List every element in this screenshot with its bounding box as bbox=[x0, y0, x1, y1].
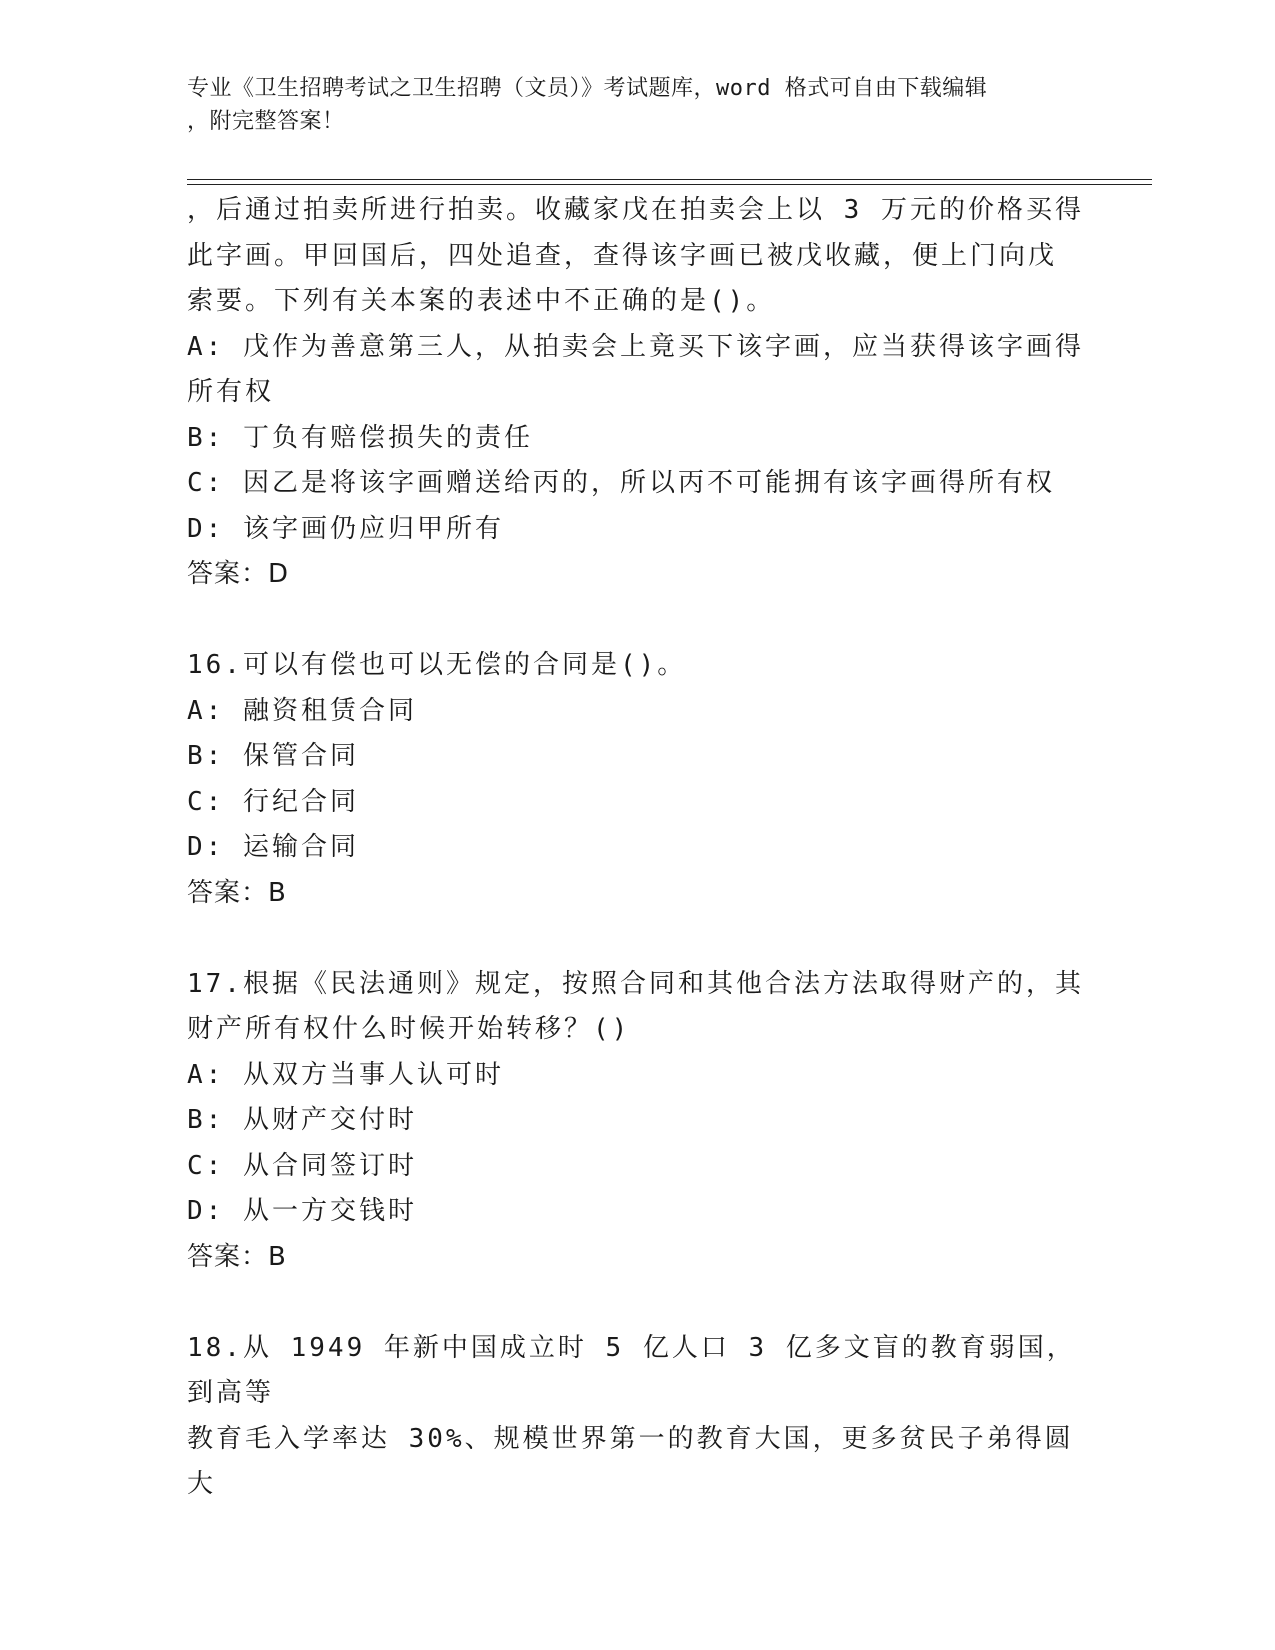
document-body bbox=[187, 188, 1087, 1508]
header-divider-bottom bbox=[187, 184, 1152, 185]
question-stem: 财产所有权什么时候开始转移？() bbox=[187, 1014, 631, 1044]
question-stem: 教育毛入学率达 30%、规模世界第一的教育大国，更多贫民子弟得圆大 bbox=[187, 1423, 1074, 1499]
question-17 bbox=[187, 962, 1087, 1281]
option-d: D: 从一方交钱时 bbox=[187, 1196, 417, 1226]
option-b: B: 丁负有赔偿损失的责任 bbox=[187, 422, 533, 453]
option-c: C: 行纪合同 bbox=[187, 786, 359, 817]
question-stem: 16.可以有偿也可以无偿的合同是()。 bbox=[187, 650, 687, 680]
spacer bbox=[187, 1280, 1087, 1326]
spacer bbox=[187, 916, 1087, 962]
option-a: A: 融资租赁合同 bbox=[187, 695, 417, 726]
question-stem: ，后通过拍卖所进行拍卖。收藏家戊在拍卖会上以 3 万元的价格买得 bbox=[187, 195, 1084, 225]
option-a: A: 戊作为善意第三人，从拍卖会上竟买下该字画，应当获得该字画得 bbox=[187, 331, 1084, 362]
spacer bbox=[187, 598, 1087, 644]
question-15 bbox=[187, 188, 1087, 598]
option-d: D: 运输合同 bbox=[187, 832, 359, 862]
option-c: C: 从合同签订时 bbox=[187, 1150, 417, 1181]
answer: 答案：B bbox=[187, 877, 287, 908]
question-stem: 索要。下列有关本案的表述中不正确的是()。 bbox=[187, 286, 776, 316]
document-header bbox=[187, 72, 1067, 138]
option-a: 所有权 bbox=[187, 377, 275, 407]
question-18 bbox=[187, 1326, 1087, 1508]
question-stem: 17.根据《民法通则》规定，按照合同和其他合法方法取得财产的，其 bbox=[187, 968, 1084, 999]
question-stem: 此字画。甲回国后，四处追查，查得该字画已被戊收藏，便上门向戊 bbox=[187, 240, 1058, 271]
question-16 bbox=[187, 643, 1087, 916]
option-c: C: 因乙是将该字画赠送给丙的，所以丙不可能拥有该字画得所有权 bbox=[187, 468, 1055, 498]
header-line-2: ，附完整答案！ bbox=[187, 109, 345, 134]
option-b: B: 从财产交付时 bbox=[187, 1105, 417, 1135]
answer: 答案：B bbox=[187, 1241, 287, 1272]
option-b: B: 保管合同 bbox=[187, 741, 359, 771]
question-stem: 18.从 1949 年新中国成立时 5 亿人口 3 亿多文盲的教育弱国，到高等 bbox=[187, 1332, 1076, 1408]
header-line-1: 专业《卫生招聘考试之卫生招聘（文员）》考试题库，word 格式可自由下载编辑 bbox=[187, 76, 988, 101]
header-divider-top bbox=[187, 179, 1152, 180]
option-d: D: 该字画仍应归甲所有 bbox=[187, 513, 504, 544]
answer: 答案：D bbox=[187, 559, 290, 589]
option-a: A: 从双方当事人认可时 bbox=[187, 1059, 504, 1090]
